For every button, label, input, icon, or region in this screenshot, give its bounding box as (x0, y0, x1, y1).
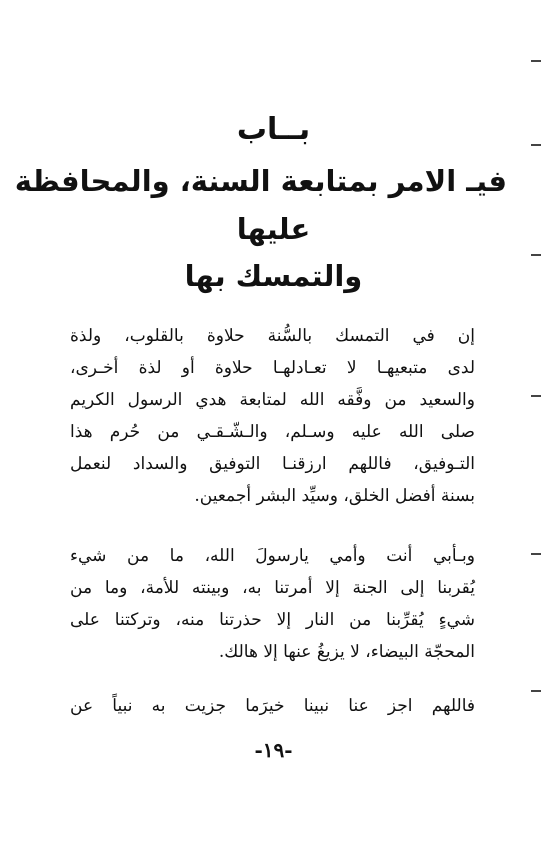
chapter-label: بــاب (236, 112, 311, 147)
text-line: صلى الله عليه وسـلم، والـشّـقـي من حُرم هذا (70, 422, 475, 442)
chapter-title-line-3: والتمسك بها (184, 259, 363, 293)
text-line: لدى متبعيهـا لا تعـادلهـا حلاوة أو لذة أخـرى، (70, 358, 475, 378)
page-edge-mark (531, 395, 541, 397)
paragraph-1 (70, 320, 475, 512)
text-line: يُقربنا إلى الجنة إلا أمرتنا به، وبينته للأمة، وما من (70, 578, 475, 598)
text-line: والسعيد من وفَّقه الله لمتابعة هدي الرسول الكريم (70, 390, 475, 410)
text-line: شيءٍ يُقرِّبنا من النار إلا حذرتنا منه، وتركتنا على (70, 610, 475, 630)
text-line: إن في التمسك بالسُّنة حلاوة بالقلوب، ولذة (70, 326, 475, 346)
page-number: -١٩- (254, 738, 293, 762)
page-edge-mark (531, 60, 541, 62)
paragraph-3 (70, 690, 475, 722)
text-line: التـوفيق، فاللهم ارزقنـا التوفيق والسداد لنعمل (70, 454, 475, 474)
page-edge-mark (531, 254, 541, 256)
page-edge-mark (531, 553, 541, 555)
text-line: وبـأبي أنت وأمي يارسولَ الله، ما من شيء (70, 546, 475, 566)
text-line: فاللهم اجز عنا نبينا خيرَما جزيت به نبياً عن (70, 696, 475, 716)
chapter-title-line-1: فيـ الامر بمتابعة السنة، والمحافظة (14, 164, 507, 198)
chapter-title-line-2: عليها (236, 212, 311, 246)
paragraph-2 (70, 540, 475, 668)
text-line: بسنة أفضل الخلق، وسيِّد البشر أجمعين. (194, 486, 475, 506)
text-line: المحجّة البيضاء، لا يزيغُ عنها إلا هالك. (218, 642, 475, 662)
page-edge-mark (531, 690, 541, 692)
page-edge-mark (531, 144, 541, 146)
